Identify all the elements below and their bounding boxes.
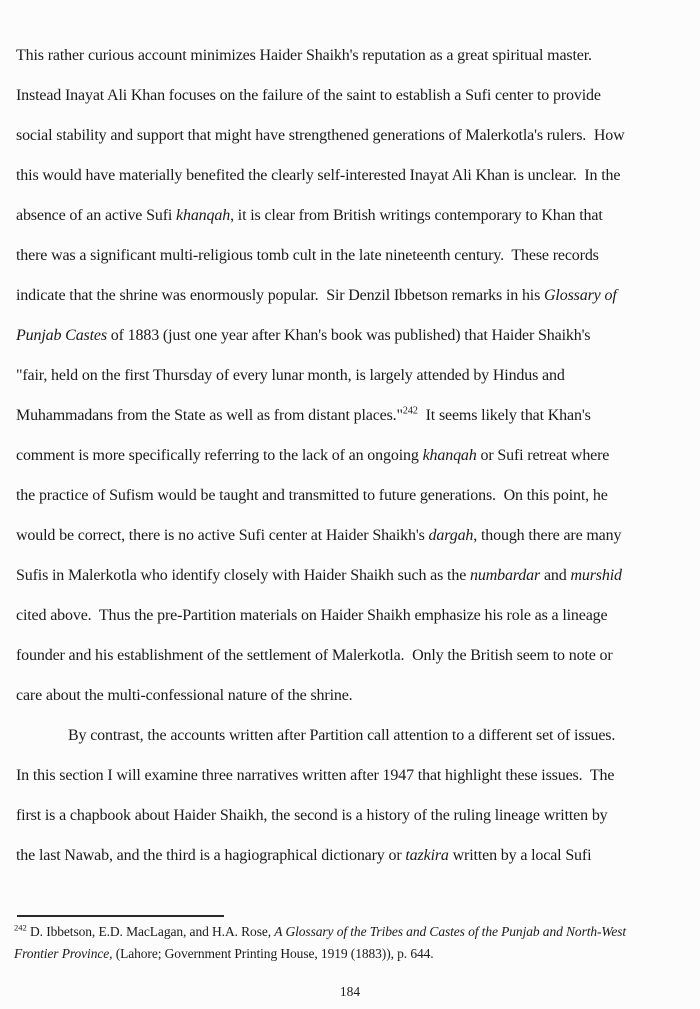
- text-line: [16, 76, 698, 116]
- text-line: [16, 436, 698, 476]
- text-line: [16, 596, 698, 636]
- text-segment: , though there are many: [473, 527, 622, 544]
- text-segment: of 1883 (just one year after Khan's book was published) that Haider Shaikh's: [106, 327, 591, 344]
- text-segment: numbardar: [470, 567, 541, 584]
- text-segment: this would have materially benefited the clearly self-interested Inayat Ali Khan is unclear. In the: [16, 167, 621, 184]
- text-line: [16, 196, 698, 236]
- text-segment: the practice of Sufism would be taught and transmitted to future generations. On this point, he: [16, 487, 608, 504]
- text-line: [16, 796, 698, 836]
- text-segment: "fair, held on the first Thursday of every lunar month, is largely attended by Hindus and: [16, 367, 565, 384]
- text-line: [16, 316, 698, 356]
- body-text: [16, 36, 698, 876]
- text-segment: and: [540, 567, 571, 584]
- text-segment: 242: [402, 405, 418, 417]
- text-line: [16, 236, 698, 276]
- text-line: [16, 716, 698, 756]
- text-segment: khanqah: [422, 447, 477, 464]
- text-segment: Glossary of: [544, 287, 617, 304]
- text-segment: cited above. Thus the pre-Partition materials on Haider Shaikh emphasize his role as a lineage: [16, 607, 608, 624]
- text-segment: Muhammadans from the State as well as from distant places.": [16, 407, 403, 424]
- text-segment: social stability and support that might have strengthened generations of Malerkotla's rulers. How: [16, 127, 625, 144]
- text-line: [16, 276, 698, 316]
- text-line: [16, 756, 698, 796]
- footnote: [14, 921, 694, 965]
- text-segment: would be correct, there is no active Sufi center at Haider Shaikh's: [16, 527, 429, 544]
- text-segment: indicate that the shrine was enormously popular. Sir Denzil Ibbetson remarks in his: [16, 287, 545, 304]
- text-line: [16, 476, 698, 516]
- text-segment: Instead Inayat Ali Khan focuses on the failure of the saint to establish a Sufi center to provide: [16, 87, 601, 104]
- text-line: [14, 943, 694, 965]
- text-line: [16, 156, 698, 196]
- text-segment: (Lahore; Government Printing House, 1919 (1883)), p. 644.: [112, 946, 434, 961]
- text-segment: the last Nawab, and the third is a hagiographical dictionary or: [16, 847, 406, 864]
- page-number: 184: [339, 984, 361, 999]
- text-line: [16, 636, 698, 676]
- text-segment: first is a chapbook about Haider Shaikh, the second is a history of the ruling lineage written by: [16, 807, 608, 824]
- text-segment: absence of an active Sufi: [16, 207, 177, 224]
- text-line: [16, 396, 698, 436]
- text-segment: Punjab Castes: [16, 327, 107, 344]
- text-segment: Sufis in Malerkotla who identify closely with Haider Shaikh such as the: [16, 567, 471, 584]
- text-segment: Frontier Province,: [14, 946, 113, 961]
- text-segment: care about the multi-confessional nature of the shrine.: [16, 687, 353, 704]
- text-segment: By contrast, the accounts written after Partition call attention to a different set of issues.: [68, 727, 616, 744]
- text-line: [14, 921, 694, 943]
- text-segment: It seems likely that Khan's: [417, 407, 591, 424]
- text-segment: murshid: [570, 567, 622, 584]
- text-segment: khanqah: [176, 207, 231, 224]
- text-segment: A Glossary of the Tribes and Castes of the Punjab and North-West: [274, 924, 627, 939]
- text-segment: dargah: [428, 527, 474, 544]
- text-segment: This rather curious account minimizes Haider Shaikh's reputation as a great spiritual master.: [16, 47, 592, 64]
- text-line: [16, 836, 698, 876]
- text-line: [16, 116, 698, 156]
- text-line: [16, 356, 698, 396]
- text-line: [16, 516, 698, 556]
- text-segment: D. Ibbetson, E.D. MacLagan, and H.A. Rose,: [26, 924, 275, 939]
- text-segment: there was a significant multi-religious tomb cult in the late nineteenth century. These records: [16, 247, 599, 264]
- text-segment: In this section I will examine three narratives written after 1947 that highlight these issues. The: [16, 767, 615, 784]
- text-segment: 242: [14, 922, 27, 933]
- text-segment: tazkira: [405, 847, 449, 864]
- footnote-separator: [17, 915, 224, 917]
- text-line: [16, 36, 698, 76]
- text-segment: or Sufi retreat where: [476, 447, 610, 464]
- text-line: [16, 676, 698, 716]
- text-segment: written by a local Sufi: [448, 847, 592, 864]
- text-segment: founder and his establishment of the settlement of Malerkotla. Only the British seem to note or: [16, 647, 613, 664]
- text-segment: comment is more specifically referring to the lack of an ongoing: [16, 447, 423, 464]
- text-segment: , it is clear from British writings contemporary to Khan that: [230, 207, 603, 224]
- text-line: [16, 556, 698, 596]
